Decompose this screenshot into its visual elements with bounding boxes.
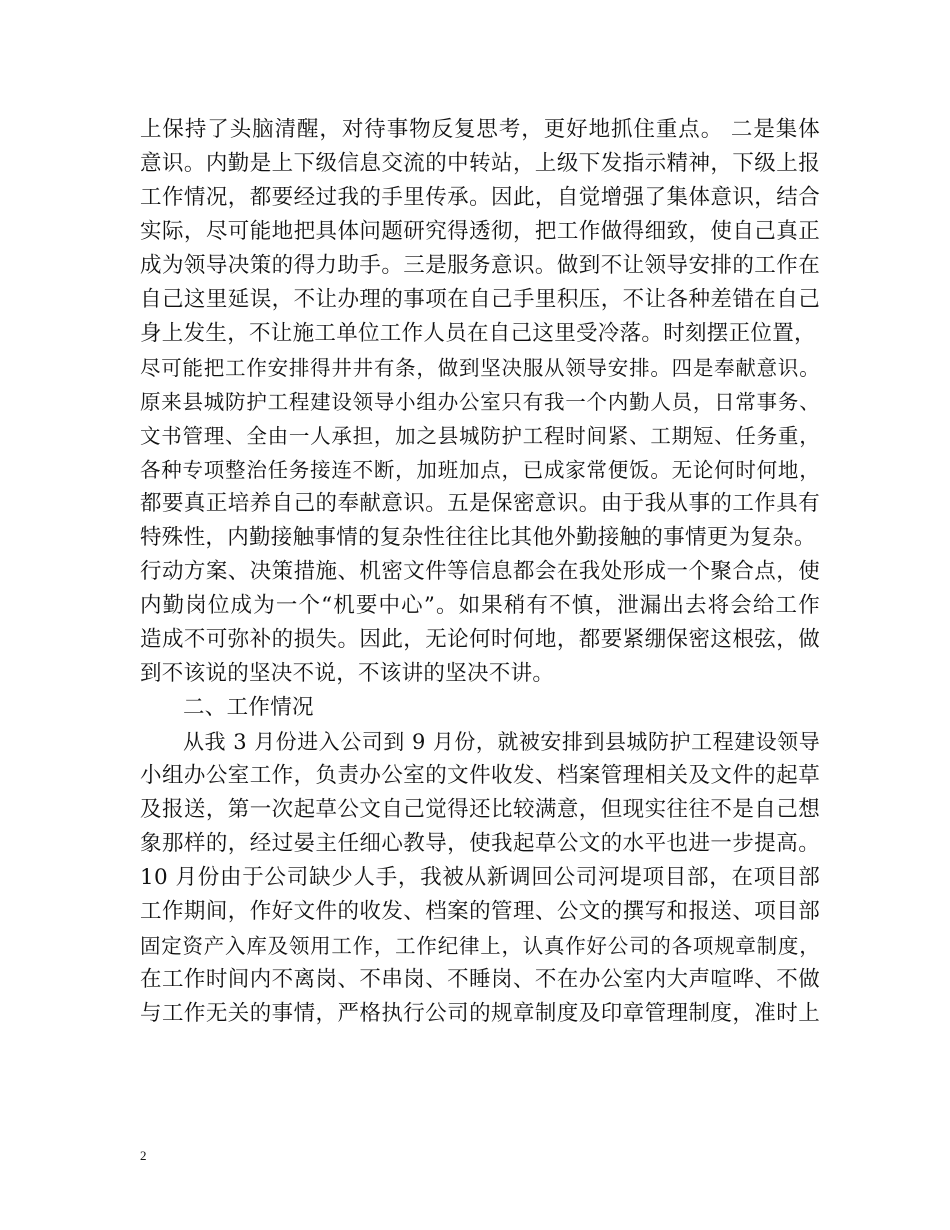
- text-line: 文书管理、全由一人承担，加之县城防护工程时间紧、工期短、任务重，: [140, 424, 820, 448]
- text-line: 特殊性，内勤接触事情的复杂性往往比其他外勤接触的事情更为复杂。: [140, 525, 816, 550]
- text-line: 10 月份由于公司缺少人手，我被从新调回公司河堤项目部，在项目部: [140, 865, 820, 890]
- text-line: 工作情况，都要经过我的手里传承。因此，自觉增强了集体意识，结合: [140, 185, 820, 210]
- text-line: 上保持了头脑清醒，对待事物反复思考，更好地抓住重点。 二是集体: [140, 117, 820, 142]
- text-line: 象那样的，经过晏主任细心教导，使我起草公文的水平也进一步提高。: [140, 831, 820, 856]
- section-heading: 二、工作情况: [183, 695, 314, 720]
- text-line: 小组办公室工作，负责办公室的文件收发、档案管理相关及文件的起草: [140, 763, 820, 788]
- body-text: [140, 113, 820, 1031]
- text-line: 成为领导决策的得力助手。三是服务意识。做到不让领导安排的工作在: [140, 253, 820, 278]
- text-line: 行动方案、决策措施、机密文件等信息都会在我处形成一个聚合点，使: [140, 559, 820, 584]
- text-line: 各种专项整治任务接连不断，加班加点，已成家常便饭。无论何时何地，: [140, 458, 820, 482]
- text-line: 都要真正培养自己的奉献意识。五是保密意识。由于我从事的工作具有: [140, 491, 820, 516]
- text-line: 及报送，第一次起草公文自己觉得还比较满意，但现实往往不是自己想: [140, 797, 820, 822]
- text-line: 身上发生，不让施工单位工作人员在自己这里受冷落。时刻摆正位置，: [140, 321, 816, 346]
- text-line: 尽可能把工作安排得井井有条，做到坚决服从领导安排。四是奉献意识。: [140, 356, 820, 380]
- page-number: 2: [140, 1148, 147, 1163]
- text-line: 原来县城防护工程建设领导小组办公室只有我一个内勤人员，日常事务、: [140, 390, 820, 414]
- text-line: 造成不可弥补的损失。因此，无论何时何地，都要紧绷保密这根弦，做: [140, 627, 820, 652]
- text-line: 内勤岗位成为一个“机要中心”。如果稍有不慎，泄漏出去将会给工作: [140, 593, 820, 618]
- text-line: 意识。内勤是上下级信息交流的中转站，上级下发指示精神，下级上报: [140, 151, 820, 176]
- text-line: 工作期间，作好文件的收发、档案的管理、公文的撰写和报送、项目部: [140, 899, 820, 924]
- text-line: 与工作无关的事情，严格执行公司的规章制度及印章管理制度，准时上: [140, 1001, 820, 1026]
- text-line: 在工作时间内不离岗、不串岗、不睡岗、不在办公室内大声喧哗、不做: [140, 967, 820, 992]
- text-line: 实际，尽可能地把具体问题研究得透彻，把工作做得细致，使自己真正: [140, 219, 820, 244]
- text-line: 自己这里延误，不让办理的事项在自己手里积压，不让各种差错在自己: [140, 287, 820, 312]
- text-line: 固定资产入库及领用工作，工作纪律上，认真作好公司的各项规章制度，: [140, 934, 820, 958]
- text-line: 从我 3 月份进入公司到 9 月份，就被安排到县城防护工程建设领导: [183, 730, 820, 754]
- text-line: 到不该说的坚决不说，不该讲的坚决不讲。: [140, 661, 555, 686]
